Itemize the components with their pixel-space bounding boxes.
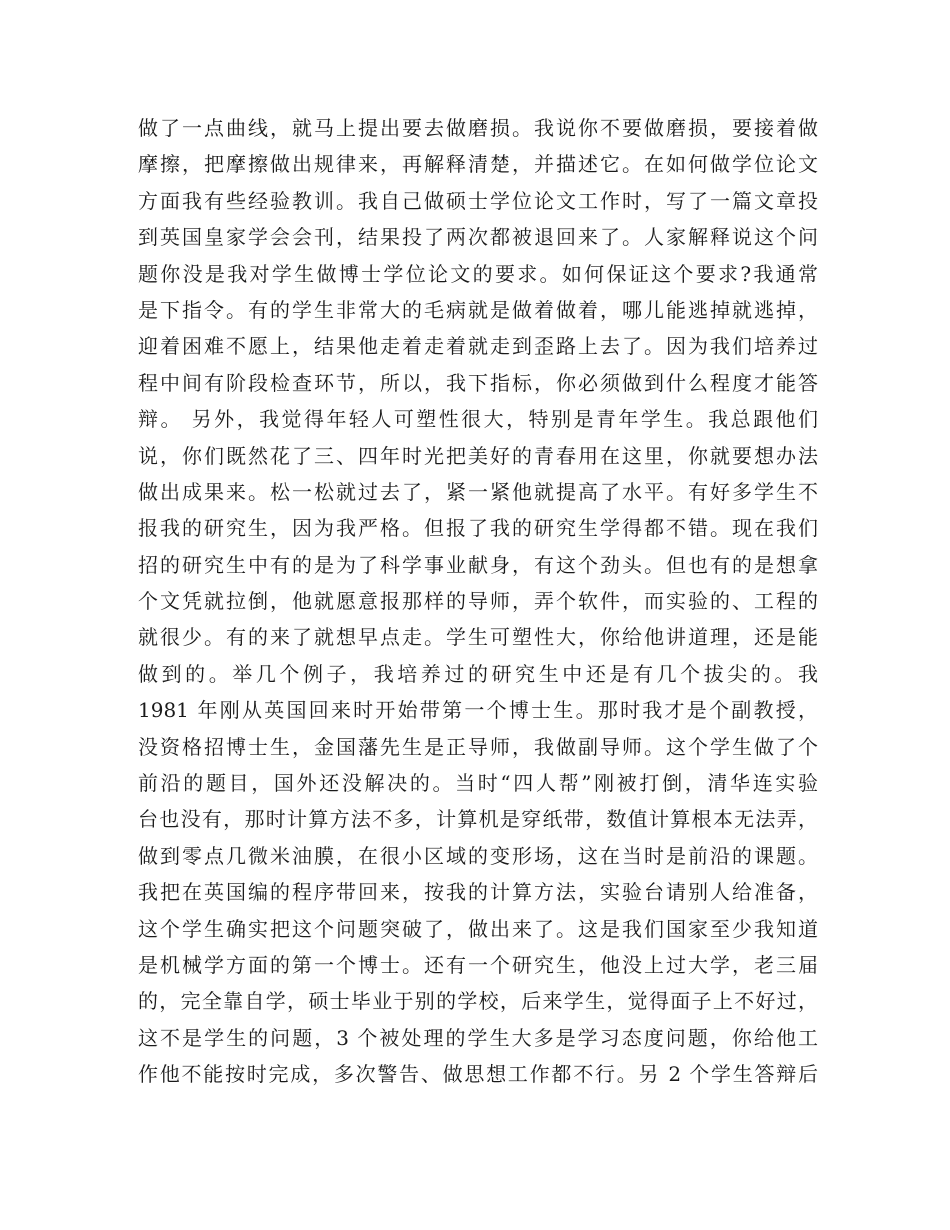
text-line: 没资格招博士生，金国藩先生是正导师，我做副导师。这个学生做了个	[138, 734, 818, 759]
body-text	[138, 110, 818, 1093]
text-line: 的，完全靠自学，硕士毕业于别的学校，后来学生，觉得面子上不好过，	[138, 989, 818, 1014]
text-line: 1981 年刚从英国回来时开始带第一个博士生。那时我才是个副教授，	[138, 698, 818, 723]
text-line: 做了一点曲线，就马上提出要去做磨损。我说你不要做磨损，要接着做	[138, 116, 818, 140]
text-line: 摩擦，把摩擦做出规律来，再解释清楚，并描述它。在如何做学位论文	[138, 152, 818, 177]
text-line: 是机械学方面的第一个博士。还有一个研究生，他没上过大学，老三届	[138, 952, 818, 977]
text-line: 题你没是我对学生做博士学位论文的要求。如何保证这个要求?我通常	[138, 261, 818, 286]
text-line: 说，你们既然花了三、四年时光把美好的青春用在这里，你就要想办法	[138, 443, 818, 468]
text-line: 做出成果来。松一松就过去了，紧一紧他就提高了水平。有好多学生不	[138, 479, 818, 504]
text-line: 到英国皇家学会会刊，结果投了两次都被退回来了。人家解释说这个问	[138, 225, 818, 250]
text-line: 就很少。有的来了就想早点走。学生可塑性大，你给他讲道理，还是能	[138, 625, 818, 650]
text-line: 这不是学生的问题，3 个被处理的学生大多是学习态度问题，你给他工	[138, 1025, 818, 1050]
text-line: 招的研究生中有的是为了科学事业献身，有这个劲头。但也有的是想拿	[138, 552, 818, 577]
text-line: 做到的。举几个例子，我培养过的研究生中还是有几个拔尖的。我	[138, 661, 818, 686]
text-line: 是下指令。有的学生非常大的毛病就是做着做着，哪儿能逃掉就逃掉，	[138, 297, 818, 322]
text-line: 我把在英国编的程序带回来，按我的计算方法，实验台请别人给准备，	[138, 880, 818, 905]
text-line: 报我的研究生，因为我严格。但报了我的研究生学得都不错。现在我们	[138, 516, 818, 541]
text-line: 方面我有些经验教训。我自己做硕士学位论文工作时，写了一篇文章投	[138, 188, 818, 213]
text-line: 迎着困难不愿上，结果他走着走着就走到歪路上去了。因为我们培养过	[138, 334, 818, 359]
text-line: 台也没有，那时计算方法不多，计算机是穿纸带，数值计算根本无法弄，	[138, 807, 818, 832]
text-line: 辩。 另外，我觉得年轻人可塑性很大，特别是青年学生。我总跟他们	[138, 407, 818, 432]
text-line: 前沿的题目，国外还没解决的。当时“四人帮”刚被打倒，清华连实验	[138, 771, 818, 796]
text-line: 个文凭就拉倒，他就愿意报那样的导师，弄个软件，而实验的、工程的	[138, 589, 818, 614]
text-line: 这个学生确实把这个问题突破了，做出来了。这是我们国家至少我知道	[138, 916, 818, 941]
text-line: 做到零点几微米油膜，在很小区域的变形场，这在当时是前沿的课题。	[138, 843, 818, 868]
text-line: 作他不能按时完成，多次警告、做思想工作都不行。另 2 个学生答辩后	[138, 1062, 818, 1087]
text-line: 程中间有阶段检查环节，所以，我下指标，你必须做到什么程度才能答	[138, 370, 818, 395]
